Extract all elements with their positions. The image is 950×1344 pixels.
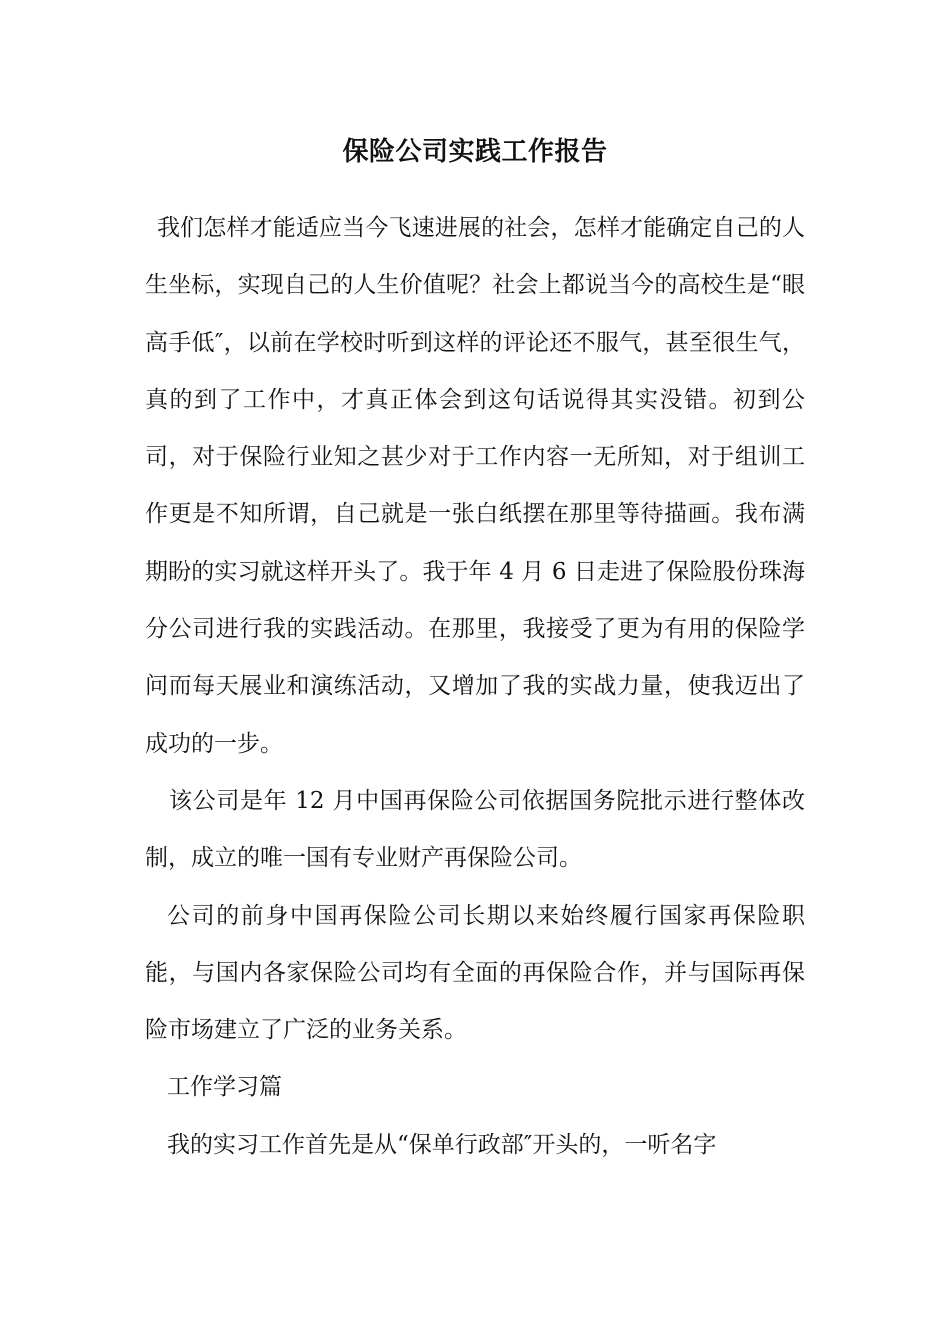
paragraph-intro: 我们怎样才能适应当今飞速进展的社会，怎样才能确定自己的人生坐标，实现自己的人生价值呢？社会上都说当今的高校生是“眼高手低″，以前在学校时听到这样的评论还不服气，甚至很生气，真的到了工作中，才真正体会到这句话说得其实没错。初到公司，对于保险行业知之甚少对于工作内容一无所知，对于组训工作更是不知所谓，自己就是一张白纸摆在那里等待描画。我布满期盼的实习就这样开头了。我于年 4 月 6 日走进了保险股份珠海分公司进行我的实践活动。在那里，我接受了更为有用的保险学问而每天展业和演练活动，又增加了我的实战力量，使我迈出了成功的一步。	[145, 215, 805, 757]
paragraph-company-founding: 该公司是年 12 月中国再保险公司依据国务院批示进行整体改制，成立的唯一国有专业财产再保险公司。	[145, 787, 805, 872]
section-heading-work-study: 工作学习篇	[167, 1074, 282, 1101]
document-body	[145, 200, 805, 1174]
document-title: 保险公司实践工作报告	[342, 137, 608, 167]
paragraph-company-history: 公司的前身中国再保险公司长期以来始终履行国家再保险职能，与国内各家保险公司均有全面的再保险合作，并与国际再保险市场建立了广泛的业务关系。	[145, 902, 805, 1044]
paragraph-work-start: 我的实习工作首先是从“保单行政部″开头的，一听名字	[167, 1131, 717, 1158]
